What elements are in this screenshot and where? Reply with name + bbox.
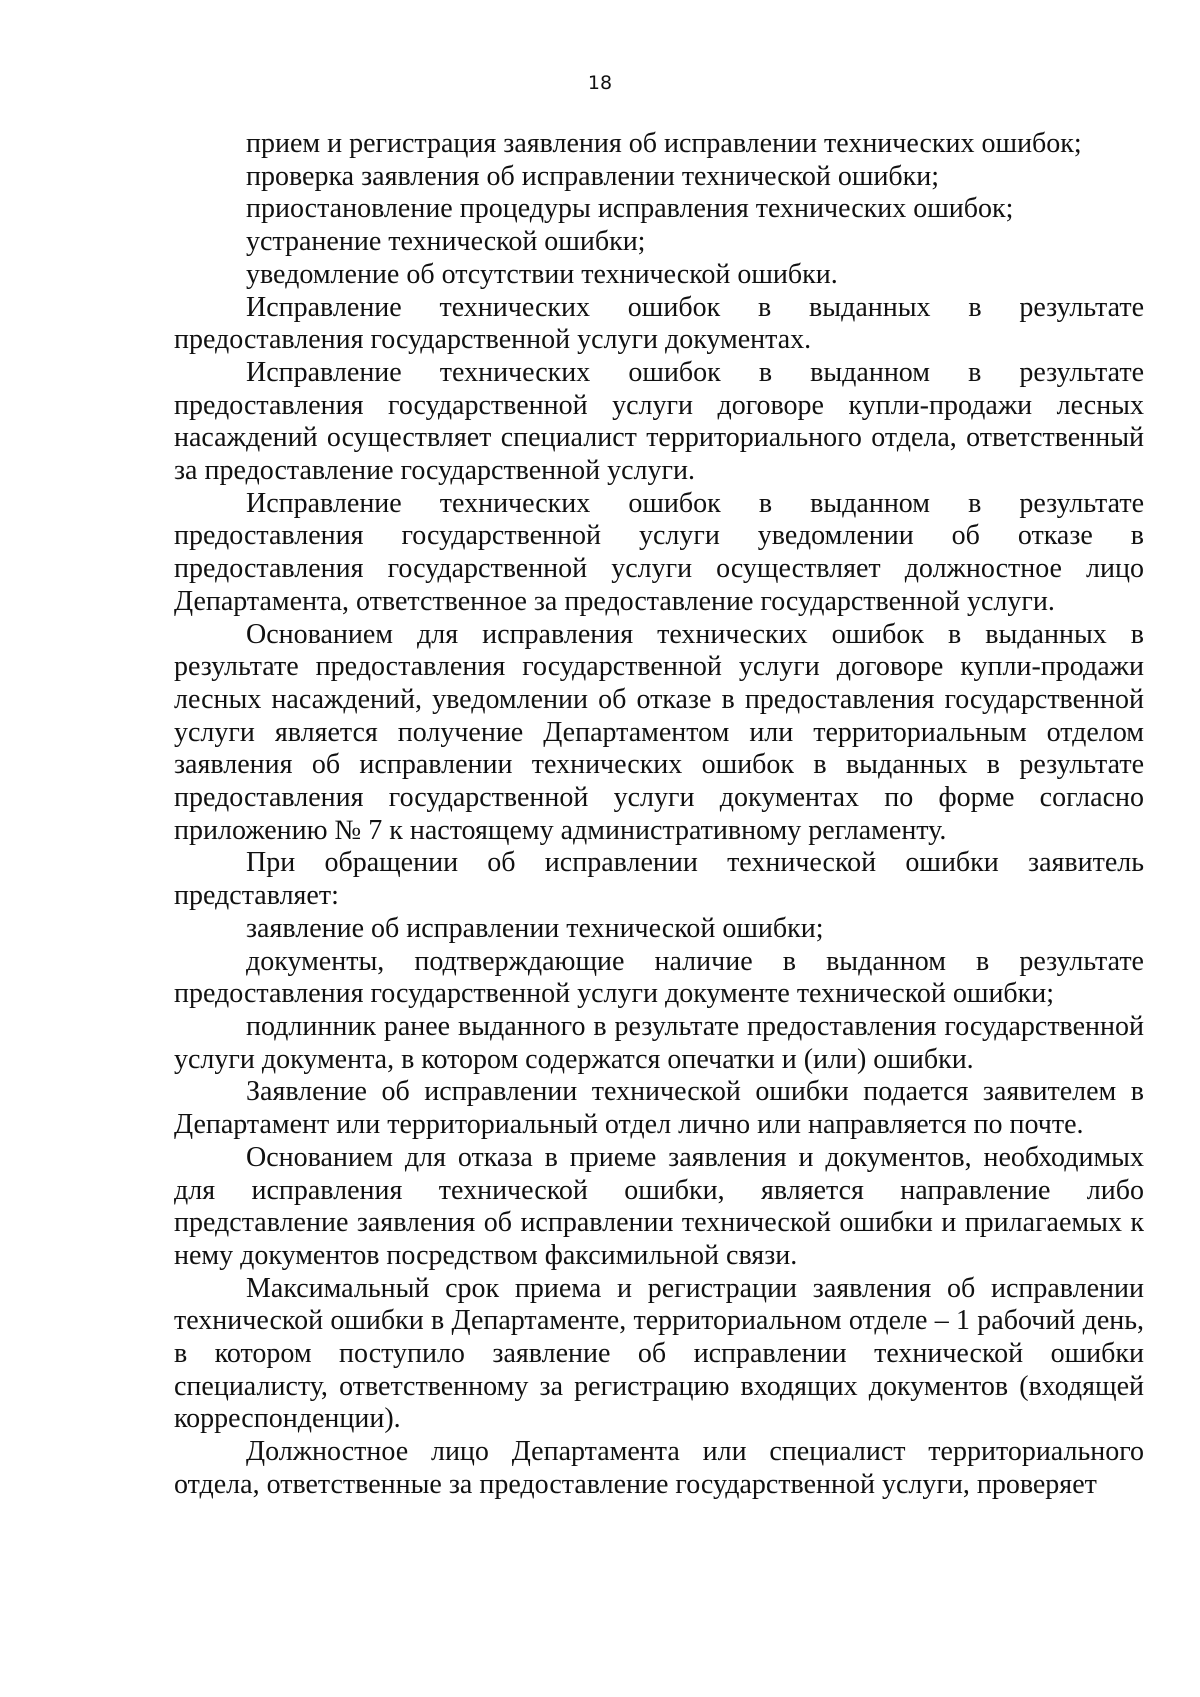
- list-item-check: проверка заявления об исправлении технической ошибки;: [246, 160, 940, 192]
- list-item-application: заявление об исправлении технической ошибки;: [246, 912, 824, 944]
- list-item-elimination: устранение технической ошибки;: [246, 226, 646, 258]
- paragraph-submission: Заявление об исправлении технической ошибки подается заявителем в Департамент или территориальный отдел лично или направляется по почте.: [174, 1076, 1144, 1141]
- document-body: [174, 128, 1144, 1502]
- paragraph-correction-refusal: Исправление технических ошибок в выданном в результате предоставления государственной услуги уведомлении об отказе в предоставления государственной услуги осуществляет должностное лицо Департамента, ответственное за предоставление государственной услуги.: [174, 487, 1144, 617]
- list-item-reception: прием и регистрация заявления об исправлении технических ошибок;: [246, 128, 1082, 159]
- paragraph-official-checks: Должностное лицо Департамента или специалист территориального отдела, ответственные за предоставление государственной услуги, проверяет: [174, 1436, 1144, 1500]
- paragraph-grounds: Основанием для исправления технических ошибок в выданных в результате предоставления государственной услуги договоре купли-продажи лесных насаждений, уведомлении об отказе в предоставления государственной услуги является получение Департаментом или территориальным отделом заявления об исправлении технических ошибок в выданных в результате предоставления государственной услуги документах по форме согласно приложению № 7 к настоящему административному регламенту.: [174, 618, 1144, 846]
- paragraph-refusal-grounds: Основанием для отказа в приеме заявления и документов, необходимых для исправления технической ошибки, является направление либо представление заявления об исправлении технической ошибки и прилагаемых к нему документов посредством факсимильной связи.: [174, 1141, 1144, 1271]
- paragraph-max-term: Максимальный срок приема и регистрации заявления об исправлении технической ошибки в Департаменте, территориальном отделе – 1 рабочий день, в котором поступило заявление об исправлении технической ошибки специалисту, ответственному за регистрацию входящих документов (входящей корреспонденции).: [174, 1272, 1144, 1435]
- paragraph-correction-documents: Исправление технических ошибок в выданных в результате предоставления государственной услуги документах.: [174, 291, 1144, 356]
- list-item-confirming-documents: документы, подтверждающие наличие в выданном в результате предоставления государственной услуги документе технической ошибки;: [174, 945, 1144, 1010]
- paragraph-applicant-submits: При обращении об исправлении технической ошибки заявитель представляет:: [174, 847, 1144, 912]
- list-item-suspension: приостановление процедуры исправления технических ошибок;: [246, 193, 1014, 225]
- list-item-notification: уведомление об отсутствии технической ошибки.: [246, 258, 838, 290]
- paragraph-correction-contract: Исправление технических ошибок в выданном в результате предоставления государственной услуги договоре купли-продажи лесных насаждений осуществляет специалист территориального отдела, ответственный за предоставление государственной услуги.: [174, 356, 1144, 487]
- list-item-original-document: подлинник ранее выданного в результате предоставления государственной услуги документа, в котором содержатся опечатки и (или) ошибки.: [174, 1010, 1144, 1075]
- page-number: 18: [587, 72, 613, 94]
